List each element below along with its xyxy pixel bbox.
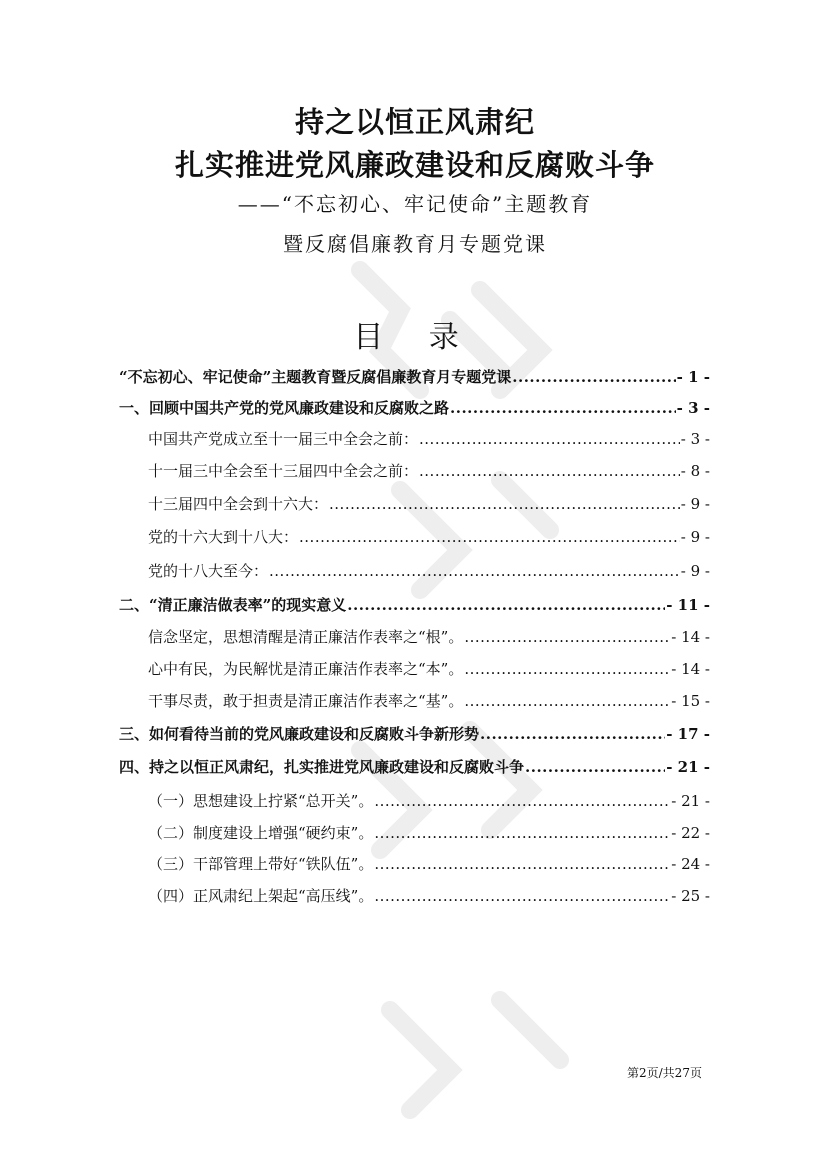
- toc-entry-page: - 1 -: [676, 368, 710, 386]
- toc-entry-label: 四、持之以恒正风肃纪，扎实推进党风廉政建设和反腐败斗争: [119, 758, 525, 776]
- toc-leader-dots: [374, 824, 670, 842]
- document-subtitle-line-1: ——“不忘初心、牢记使命”主题教育: [237, 192, 593, 216]
- toc-entry-label: “不忘初心、牢记使命”主题教育暨反腐倡廉教育月专题党课: [119, 368, 512, 386]
- toc-leader-dots: [464, 692, 670, 710]
- toc-entry-page: - 9 -: [680, 528, 710, 546]
- toc-entry-label: （一）思想建设上拧紧“总开关”。: [148, 792, 374, 810]
- toc-entry[interactable]: [119, 397, 710, 418]
- toc-entry[interactable]: [148, 428, 710, 449]
- toc-entry-label: （四）正风肃纪上架起“高压线”。: [148, 887, 374, 905]
- toc-leader-dots: [329, 495, 680, 513]
- toc-entry[interactable]: [148, 560, 710, 581]
- toc-heading: 目 录: [353, 320, 477, 355]
- toc-entry-label: 干事尽责，敢于担责是清正廉洁作表率之“基”。: [148, 692, 464, 710]
- toc-leader-dots: [480, 725, 665, 743]
- toc-entry[interactable]: [148, 790, 710, 811]
- document-title-line-1: 持之以恒正风肃纪: [294, 105, 535, 139]
- toc-entry-label: 三、如何看待当前的党风廉政建设和反腐败斗争新形势: [119, 725, 480, 743]
- toc-entry-label: 信念坚定，思想清醒是清正廉洁作表率之“根”。: [148, 628, 464, 646]
- toc-leader-dots: [299, 528, 680, 546]
- toc-entry[interactable]: [148, 853, 710, 874]
- toc-entry-label: 二、“清正廉洁做表率”的现实意义: [119, 596, 347, 614]
- toc-leader-dots: [374, 887, 670, 905]
- toc-entry-label: （二）制度建设上增强“硬约束”。: [148, 824, 374, 842]
- toc-entry-page: - 9 -: [680, 562, 710, 580]
- toc-leader-dots: [525, 758, 665, 776]
- watermark-image: [250, 230, 630, 1130]
- toc-entry-label: 党的十八大至今：: [148, 562, 269, 580]
- toc-entry-label: （三）干部管理上带好“铁队伍”。: [148, 855, 374, 873]
- toc-entry[interactable]: [148, 690, 710, 711]
- toc-entry-page: - 14 -: [671, 660, 710, 678]
- toc-entry[interactable]: [119, 723, 710, 744]
- toc-entry-page: - 9 -: [680, 495, 710, 513]
- toc-entry[interactable]: [119, 594, 710, 615]
- toc-leader-dots: [464, 660, 670, 678]
- toc-leader-dots: [347, 596, 665, 614]
- toc-entry[interactable]: [148, 526, 710, 547]
- toc-entry-label: 中国共产党成立至十一届三中全会之前：: [148, 430, 419, 448]
- toc-entry[interactable]: [148, 885, 710, 906]
- toc-leader-dots: [374, 855, 670, 873]
- document-title-line-2: 扎实推进党风廉政建设和反腐败斗争: [174, 148, 655, 182]
- toc-leader-dots: [269, 562, 680, 580]
- toc-entry-page: - 22 -: [671, 824, 710, 842]
- toc-entry[interactable]: [148, 822, 710, 843]
- toc-entry[interactable]: [148, 493, 710, 514]
- toc-entry-page: - 21 -: [666, 758, 710, 776]
- toc-leader-dots: [450, 399, 676, 417]
- toc-leader-dots: [512, 368, 675, 386]
- toc-leader-dots: [419, 430, 680, 448]
- toc-entry-page: - 21 -: [671, 792, 710, 810]
- toc-leader-dots: [419, 462, 680, 480]
- toc-leader-dots: [374, 792, 670, 810]
- document-subtitle-line-2: 暨反腐倡廉教育月专题党课: [283, 232, 547, 256]
- toc-entry-label: 十三届四中全会到十六大：: [148, 495, 329, 513]
- toc-entry[interactable]: [148, 460, 710, 481]
- toc-entry-page: - 17 -: [666, 725, 710, 743]
- toc-entry[interactable]: [119, 366, 710, 387]
- toc-entry-label: 心中有民，为民解忧是清正廉洁作表率之“本”。: [148, 660, 464, 678]
- toc-entry-label: 十一届三中全会至十三届四中全会之前：: [148, 462, 419, 480]
- toc-entry-page: - 3 -: [676, 399, 710, 417]
- toc-entry-label: 党的十六大到十八大：: [148, 528, 299, 546]
- toc-entry-label: 一、回顾中国共产党的党风廉政建设和反腐败之路: [119, 399, 450, 417]
- toc-entry-page: - 3 -: [680, 430, 710, 448]
- toc-entry[interactable]: [148, 658, 710, 679]
- toc-entry[interactable]: [119, 756, 710, 777]
- toc-entry-page: - 24 -: [671, 855, 710, 873]
- toc-entry[interactable]: [148, 626, 710, 647]
- toc-entry-page: - 14 -: [671, 628, 710, 646]
- toc-entry-page: - 15 -: [671, 692, 710, 710]
- toc-entry-page: - 8 -: [680, 462, 710, 480]
- page-number-footer: 第2页/共27页: [627, 1066, 702, 1080]
- toc-entry-page: - 11 -: [666, 596, 710, 614]
- toc-entry-page: - 25 -: [671, 887, 710, 905]
- toc-leader-dots: [464, 628, 670, 646]
